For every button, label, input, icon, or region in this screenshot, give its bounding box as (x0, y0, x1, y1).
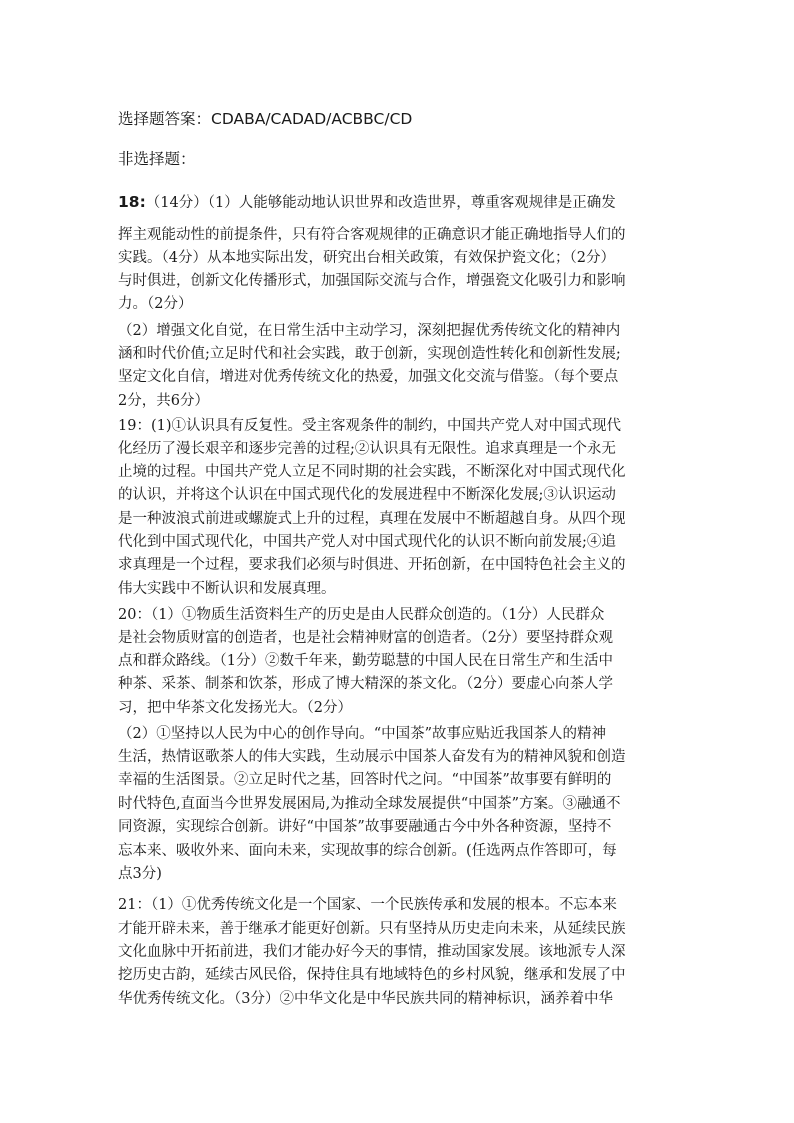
q18-line: （2）增强文化自觉，在日常生活中主动学习，深刻把握优秀传统文化的精神内 (118, 323, 621, 339)
q18-line: 力。（2分） (118, 296, 193, 312)
q18-line: 与时俱进，创新文化传播形式，加强国际交流与合作，增强瓷文化吸引力和影响 (118, 273, 626, 289)
q19-line: 化经历了漫长艰辛和逐步完善的过程;②认识具有无限性。追求真理是一个永无 (118, 441, 616, 457)
q19-line: 是一种波浪式前进或螺旋式上升的过程，真理在发展中不断超越自身。从四个现 (118, 511, 626, 527)
q20-line: 种茶、采茶、制茶和饮茶，形成了博大精深的茶文化。（2分）要虚心向茶人学 (118, 676, 613, 692)
q20-line: 同资源，实现综合创新。讲好“中国茶”故事要融通古今中外各种资源，坚持不 (118, 819, 612, 835)
q20-line: 是社会物质财富的创造者，也是社会精神财富的创造者。（2分）要坚持群众观 (118, 630, 613, 646)
q18-line: 挥主观能动性的前提条件，只有符合客观规律的正确意识才能正确地指导人们的 (118, 227, 626, 243)
q18-line: 坚定文化自信，增进对优秀传统文化的热爱，加强文化交流与借鉴。（每个要点 (118, 369, 619, 385)
q18-first-line (118, 191, 678, 214)
q21-line: 才能开辟未来，善于继承才能更好创新。只有坚持从历史走向未来，从延续民族 (118, 921, 626, 937)
q19-line: 求真理是一个过程，要求我们必须与时俱进、开拓创新，在中国特色社会主义的 (118, 557, 626, 573)
q20-line: 点3分) (118, 866, 162, 882)
q18-number: 18: (118, 193, 146, 211)
q21-line: 挖历史古韵，延续古风民俗，保持住具有地域特色的乡村风貌，继承和发展了中 (118, 967, 626, 983)
q20-line: 习，把中华茶文化发扬光大。（2分） (118, 700, 352, 716)
q20-line: 生活，热情讴歌茶人的伟大实践，生动展示中国茶人奋发有为的精神风貌和创造 (118, 749, 626, 765)
q19-line: 伟大实践中不断认识和发展真理。 (118, 581, 336, 597)
q20-line: 时代特色,直面当今世界发展困局,为推动全球发展提供“中国茶”方案。③融通不 (118, 796, 621, 812)
q19-line: 19：(1)①认识具有反复性。受主客观条件的制约，中国共产党人对中国式现代 (118, 418, 621, 434)
q21-line: 文化血脉中开拓前进，我们才能办好今天的事情，推动国家发展。该地派专人深 (118, 944, 626, 960)
q20-line: （2）①坚持以人民为中心的创作导向。“中国茶”故事应贴近我国茶人的精神 (118, 726, 607, 742)
q20-line: 忘本来、吸收外来、面向未来，实现故事的综合创新。(任选两点作答即可，每 (118, 843, 617, 859)
q20-line: 幸福的生活图景。②立足时代之基，回答时代之问。“中国茶”故事要有鲜明的 (118, 772, 612, 788)
q19-line: 止境的过程。中国共产党人立足不同时期的社会实践，不断深化对中国式现代化 (118, 464, 626, 480)
q19-line: 代化到中国式现代化，中国共产党人对中国式现代化的认识不断向前发展;④追 (118, 534, 616, 550)
q19-line: 的认识，并将这个认识在中国式现代化的发展进程中不断深化发展;③认识运动 (118, 487, 616, 503)
q21-line: 21：（1）①优秀传统文化是一个国家、一个民族传承和发展的根本。不忘本来 (118, 897, 617, 913)
q18-line: 涵和时代价值;立足时代和社会实践，敢于创新，实现创造性转化和创新性发展; (118, 346, 621, 362)
q18-line: 2分，共6分） (118, 393, 209, 409)
mc-answer-line: 选择题答案：CDABA/CADAD/ACBBC/CD (118, 110, 413, 128)
q18-line: （14分）（1）人能够能动地认识世界和改造世界，尊重客观规律是正确发 (145, 195, 616, 211)
q20-line: 20：（1）①物质生活资料生产的历史是由人民群众创造的。（1分）人民群众 (118, 607, 605, 623)
q21-line: 华优秀传统文化。（3分）②中华文化是中华民族共同的精神标识，涵养着中华 (118, 991, 613, 1007)
q20-line: 点和群众路线。（1分）②数千年来，勤劳聪慧的中国人民在日常生产和生活中 (118, 653, 613, 669)
q18-line: 实践。（4分）从本地实际出发，研究出台相关政策，有效保护瓷文化；（2分） (118, 250, 615, 266)
non-mc-heading: 非选择题： (118, 150, 196, 168)
